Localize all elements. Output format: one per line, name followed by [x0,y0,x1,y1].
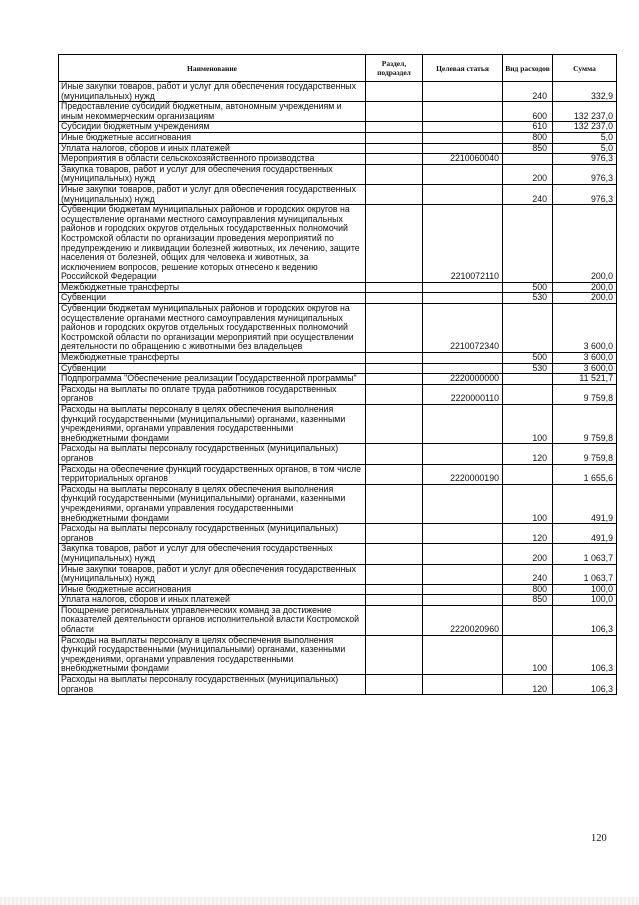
budget-table [58,54,617,695]
row-name: Расходы на выплаты персоналу государственных (муниципальных) органов [59,444,366,464]
row-name: Расходы на выплаты персоналу в целях обеспечения выполнения функций государственными (муниципальными) органами, казенными учреждениями, органами управления государственными внебюджетными фондами [59,635,366,674]
row-sum: 200,0 [553,205,617,283]
row-target [423,293,503,304]
row-target [423,143,503,154]
row-target [423,102,503,122]
row-sum: 3 600,0 [553,363,617,374]
row-target [423,484,503,523]
row-sum: 491,9 [553,524,617,544]
row-section [366,605,423,635]
table-row [59,374,617,385]
row-section [366,132,423,143]
row-sum: 1 655,6 [553,464,617,484]
row-kind: 530 [503,363,553,374]
row-name: Иные бюджетные ассигнования [59,132,366,143]
row-name: Субвенции бюджетам муниципальных районов и городских округов на осуществление органами местного самоуправления муниципальных районов и городских округов отдельных государственных полномочий Костромской области по организации мероприятий при осуществлении деятельности по обращению с животными без владельцев [59,304,366,353]
table-row [59,304,617,353]
row-kind: 530 [503,293,553,304]
row-section [366,143,423,154]
row-kind: 600 [503,102,553,122]
row-kind [503,464,553,484]
table-row [59,605,617,635]
row-section [366,293,423,304]
row-section [366,384,423,404]
row-name: Субвенции [59,293,366,304]
row-kind [503,384,553,404]
row-target [423,524,503,544]
row-kind: 120 [503,444,553,464]
row-kind: 610 [503,122,553,133]
row-section [366,205,423,283]
row-target: 2210072340 [423,304,503,353]
row-kind: 850 [503,595,553,606]
row-kind: 200 [503,164,553,184]
row-target: 2210072110 [423,205,503,283]
row-kind: 240 [503,184,553,204]
row-sum: 491,9 [553,484,617,523]
row-sum: 132 237,0 [553,102,617,122]
table-row [59,184,617,204]
table-row [59,205,617,283]
table-row [59,143,617,154]
table-row [59,122,617,133]
row-sum: 11 521,7 [553,374,617,385]
header-section: Раздел, подраздел [366,55,423,82]
header-sum: Сумма [553,55,617,82]
table-body [59,82,617,695]
row-name: Межбюджетные трансферты [59,282,366,293]
row-section [366,353,423,364]
row-sum: 100,0 [553,595,617,606]
header-target: Целевая статья [423,55,503,82]
row-section [366,544,423,564]
row-name: Закупка товаров, работ и услуг для обеспечения государственных (муниципальных) нужд [59,164,366,184]
row-name: Субвенции бюджетам муниципальных районов и городских округов на осуществление органами местного самоуправления муниципальных районов и городских округов отдельных государственных полномочий Костромской области по организации проведения мероприятий по предупреждению и ликвидации болезней животных, их лечению, защите населения от болезней, общих для человека и животных, за исключением вопросов, решение которых отнесено к ведению Российской Федерации [59,205,366,283]
table-row [59,102,617,122]
row-target: 2210060040 [423,154,503,165]
row-kind: 100 [503,484,553,523]
row-name: Субвенции [59,363,366,374]
row-section [366,464,423,484]
row-target [423,635,503,674]
table-row [59,484,617,523]
table-row [59,293,617,304]
row-kind: 800 [503,132,553,143]
row-section [366,184,423,204]
row-section [366,164,423,184]
table-row [59,82,617,102]
row-section [366,282,423,293]
row-name: Закупка товаров, работ и услуг для обеспечения государственных (муниципальных) нужд [59,544,366,564]
row-target [423,184,503,204]
table-row [59,635,617,674]
row-name: Иные закупки товаров, работ и услуг для обеспечения государственных (муниципальных) нужд [59,564,366,584]
row-section [366,82,423,102]
row-section [366,122,423,133]
row-kind: 120 [503,524,553,544]
table-row [59,154,617,165]
row-sum: 976,3 [553,154,617,165]
row-target [423,353,503,364]
row-section [366,363,423,374]
table-row [59,353,617,364]
row-sum: 5,0 [553,132,617,143]
row-sum: 976,3 [553,164,617,184]
row-kind [503,304,553,353]
row-target: 2220000000 [423,374,503,385]
row-name: Мероприятия в области сельскохозяйственного производства [59,154,366,165]
row-sum: 3 600,0 [553,304,617,353]
row-sum: 332,9 [553,82,617,102]
row-kind: 800 [503,584,553,595]
row-name: Расходы на выплаты персоналу государственных (муниципальных) органов [59,675,366,695]
row-section [366,635,423,674]
row-kind [503,605,553,635]
row-target [423,595,503,606]
row-target [423,164,503,184]
row-target [423,363,503,374]
row-name: Расходы на обеспечение функций государственных органов, в том числе территориальных органов [59,464,366,484]
row-name: Поощрение региональных управленческих команд за достижение показателей деятельности органов исполнительной власти Костромской области [59,605,366,635]
row-sum: 5,0 [553,143,617,154]
row-kind: 120 [503,675,553,695]
row-target [423,132,503,143]
row-sum: 106,3 [553,675,617,695]
row-name: Иные бюджетные ассигнования [59,584,366,595]
row-section [366,374,423,385]
row-sum: 106,3 [553,635,617,674]
row-sum: 976,3 [553,184,617,204]
row-section [366,564,423,584]
table-row [59,564,617,584]
row-target [423,564,503,584]
row-kind: 500 [503,353,553,364]
row-section [366,102,423,122]
row-name: Расходы на выплаты персоналу в целях обеспечения выполнения функций государственными (муниципальными) органами, казенными учреждениями, органами управления государственными внебюджетными фондами [59,405,366,444]
row-kind: 100 [503,405,553,444]
row-target [423,405,503,444]
table-row [59,384,617,404]
table-row [59,464,617,484]
row-sum: 106,3 [553,605,617,635]
row-kind: 100 [503,635,553,674]
row-target: 2220000110 [423,384,503,404]
row-target [423,282,503,293]
row-target [423,544,503,564]
row-name: Предоставление субсидий бюджетным, автономным учреждениям и иным некоммерческим организациям [59,102,366,122]
row-name: Расходы на выплаты по оплате труда работников государственных органов [59,384,366,404]
row-name: Уплата налогов, сборов и иных платежей [59,595,366,606]
row-target [423,82,503,102]
row-kind [503,154,553,165]
row-section [366,304,423,353]
row-section [366,405,423,444]
row-target: 2220000190 [423,464,503,484]
row-sum: 200,0 [553,282,617,293]
row-sum: 3 600,0 [553,353,617,364]
row-target [423,584,503,595]
row-name: Подпрограмма "Обеспечение реализации Государственной программы" [59,374,366,385]
row-sum: 9 759,8 [553,444,617,464]
row-section [366,524,423,544]
table-row [59,675,617,695]
header-kind: Вид расходов [503,55,553,82]
row-sum: 1 063,7 [553,564,617,584]
row-kind: 850 [503,143,553,154]
row-sum: 1 063,7 [553,544,617,564]
table-row [59,405,617,444]
row-section [366,154,423,165]
row-kind [503,374,553,385]
table-row [59,132,617,143]
row-name: Субсидии бюджетным учреждениям [59,122,366,133]
row-kind [503,205,553,283]
row-kind: 240 [503,564,553,584]
table-row [59,282,617,293]
table-row [59,584,617,595]
header-name: Наименование [59,55,366,82]
row-name: Межбюджетные трансферты [59,353,366,364]
row-target: 2220020960 [423,605,503,635]
row-kind: 240 [503,82,553,102]
table-row [59,444,617,464]
row-name: Уплата налогов, сборов и иных платежей [59,143,366,154]
row-target [423,675,503,695]
row-sum: 132 237,0 [553,122,617,133]
scan-bottom-edge [0,897,639,905]
row-target [423,122,503,133]
row-name: Иные закупки товаров, работ и услуг для обеспечения государственных (муниципальных) нужд [59,184,366,204]
row-kind: 500 [503,282,553,293]
row-name: Расходы на выплаты персоналу в целях обеспечения выполнения функций государственными (муниципальными) органами, казенными учреждениями, органами управления государственными внебюджетными фондами [59,484,366,523]
table-row [59,595,617,606]
page-number: 120 [591,833,607,844]
row-section [366,675,423,695]
row-section [366,595,423,606]
row-kind: 200 [503,544,553,564]
row-section [366,584,423,595]
row-section [366,484,423,523]
table-row [59,544,617,564]
row-name: Иные закупки товаров, работ и услуг для обеспечения государственных (муниципальных) нужд [59,82,366,102]
table-row [59,164,617,184]
table-row [59,363,617,374]
row-sum: 200,0 [553,293,617,304]
row-name: Расходы на выплаты персоналу государственных (муниципальных) органов [59,524,366,544]
row-sum: 100,0 [553,584,617,595]
table-row [59,524,617,544]
row-target [423,444,503,464]
row-sum: 9 759,8 [553,384,617,404]
table-header-row [59,55,617,82]
row-section [366,444,423,464]
row-sum: 9 759,8 [553,405,617,444]
budget-table-page [58,54,616,695]
